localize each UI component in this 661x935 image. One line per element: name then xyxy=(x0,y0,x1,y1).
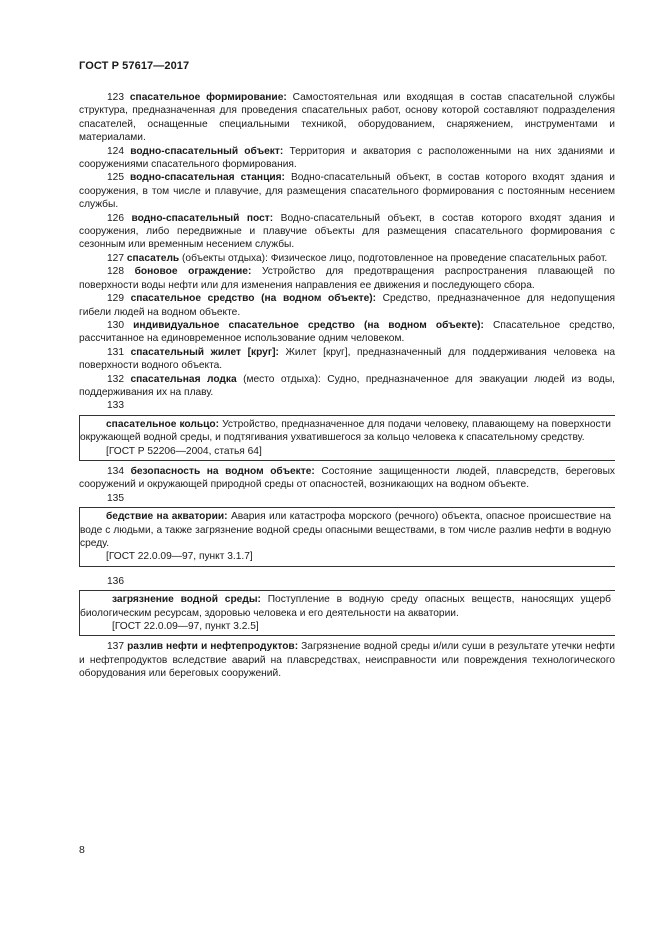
entry-term: загрязнение водной среды: xyxy=(112,594,261,606)
entry-definition: (место отдыха): Судно, предназначенное для эвакуации людей из воды, поддерживания их на плаву. xyxy=(79,373,615,398)
entry-definition: Поступление в водную среду опасных веществ, наносящих ущерб биологическим ресурсам, здоровью человека и его деятельности на акватории. xyxy=(80,594,611,619)
quoted-definition-box-136 xyxy=(79,590,615,636)
entry-number: 123 xyxy=(107,92,124,103)
entry-term: спасательный жилет [круг]: xyxy=(130,346,279,358)
entry-number: 130 xyxy=(107,319,124,331)
entry-definition: Авария или катастрофа морского (речного) объекта, опасное происшествие на воде с людьми, а также загрязнение водной среды опасными веществами, в том числе разлив нефти в водную среду. xyxy=(80,511,611,549)
entry-term: бедствие на акватории: xyxy=(106,511,228,523)
entry-term: спасательное средство (на водном объекте): xyxy=(130,293,377,305)
page-header: ГОСТ Р 57617—2017 xyxy=(79,60,190,72)
entry-definition: Водно-спасательный объект, в состав которого входят здания и сооружения, в том числе и плавучие, для размещения спасательного формирования с постоянным несением службы. xyxy=(79,172,615,211)
entry-127 xyxy=(79,252,615,265)
entry-number: 125 xyxy=(107,172,124,184)
document-body xyxy=(79,91,615,681)
entry-133 xyxy=(80,418,611,445)
entry-term: водно-спасательная станция: xyxy=(130,172,285,184)
entry-number: 124 xyxy=(107,145,124,157)
entry-term: боновое ограждение: xyxy=(134,266,252,278)
entry-number: 131 xyxy=(107,346,124,358)
quoted-definition-box-135 xyxy=(79,507,615,567)
entry-number: 134 xyxy=(107,465,124,477)
quoted-definition-box-133 xyxy=(79,415,615,461)
entry-135-number: 135 xyxy=(107,492,124,504)
entry-128 xyxy=(79,265,615,292)
entry-definition: (объекты отдыха): Физическое лицо, подготовленное на проведение спасательных работ. xyxy=(179,252,608,264)
entry-term: спасательная лодка xyxy=(130,373,237,385)
entry-term: индивидуальное спасательное средство (на водном объекте): xyxy=(133,319,484,331)
entry-definition: Территория и акватория с расположенными на них зданиями и сооружениями спасательного формирования. xyxy=(79,145,615,171)
entry-129 xyxy=(79,292,615,319)
entry-123 xyxy=(79,91,615,145)
entry-number: 132 xyxy=(107,373,124,385)
entry-definition: Спасательное средство, рассчитанное на единовременное использование одним человеком. xyxy=(79,319,615,345)
entry-definition: Средство, предназначенное для недопущения гибели людей на водном объекте. xyxy=(79,293,615,318)
entry-term: спасатель xyxy=(126,252,180,264)
source-reference: [ГОСТ Р 52206—2004, статья 64] xyxy=(106,445,262,457)
entry-132 xyxy=(79,373,615,400)
entry-term: водно-спасательный пост: xyxy=(131,212,274,224)
entry-124 xyxy=(79,145,615,172)
entry-137 xyxy=(79,640,615,680)
source-reference: [ГОСТ 22.0.09—97, пункт 3.1.7] xyxy=(106,551,253,563)
entry-term: разлив нефти и нефтепродуктов: xyxy=(127,641,299,653)
entry-133-number: 133 xyxy=(107,400,124,412)
entry-definition: Жилет [круг], предназначенный для поддерживания человека на поверхности водного объекта. xyxy=(79,346,615,372)
entry-number: 127 xyxy=(107,252,124,264)
entry-definition: Устройство, предназначенное для подачи человеку, плавающему на поверхности окружающей водной среды, и подтягивания ухватившегося за кольцо человека к спасательному средству. xyxy=(80,418,612,444)
entry-term: спасательное формирование: xyxy=(129,92,287,103)
entry-term: спасательное кольцо: xyxy=(106,418,219,430)
entry-125 xyxy=(79,171,615,211)
entry-definition: Загрязнение водной среды и/или суши в результате утечки нефти и нефтепродуктов вследствие аварий на плавсредствах, неисправности или повреждения технологического оборудования или береговых сооружений. xyxy=(79,641,615,680)
entry-number: 126 xyxy=(107,212,124,224)
entry-130 xyxy=(79,319,615,346)
entry-term: водно-спасательный объект: xyxy=(130,145,284,157)
entry-number: 129 xyxy=(107,293,124,305)
entry-131 xyxy=(79,346,615,373)
entry-136 xyxy=(80,593,611,620)
entry-126 xyxy=(79,212,615,252)
entry-134 xyxy=(79,465,615,492)
entry-definition: Устройство для предотвращения распространения плавающей по поверхности воды нефти или для изменения направления ее движения и последующего сбора. xyxy=(79,266,615,291)
source-reference: [ГОСТ 22.0.09—97, пункт 3.2.5] xyxy=(112,621,259,633)
entry-136-number: 136 xyxy=(107,575,124,587)
entry-term: безопасность на водном объекте: xyxy=(130,465,315,477)
entry-135 xyxy=(80,510,611,550)
entry-number: 128 xyxy=(107,266,124,278)
entry-definition: Самостоятельная или входящая в состав спасательной службы структура, предназначенная для проведения спасательных работ, основу которой составляют подразделения спасателей, оснащенные специальными техникой, оборудованием, снаряжением, инструментами и материалами. xyxy=(79,92,615,144)
page-number: 8 xyxy=(79,844,85,856)
entry-number: 137 xyxy=(107,641,124,653)
entry-definition: Состояние защищенности людей, плавсредств, береговых сооружений и окружающей природной среды от опасностей, возникающих на водном объекте. xyxy=(79,465,615,491)
entry-definition: Водно-спасательный объект, в состав которого входят здания и сооружения, либо передвижные и плавучие объекты для размещения спасательного формирования с сезонным или временным несением службы. xyxy=(79,212,615,251)
